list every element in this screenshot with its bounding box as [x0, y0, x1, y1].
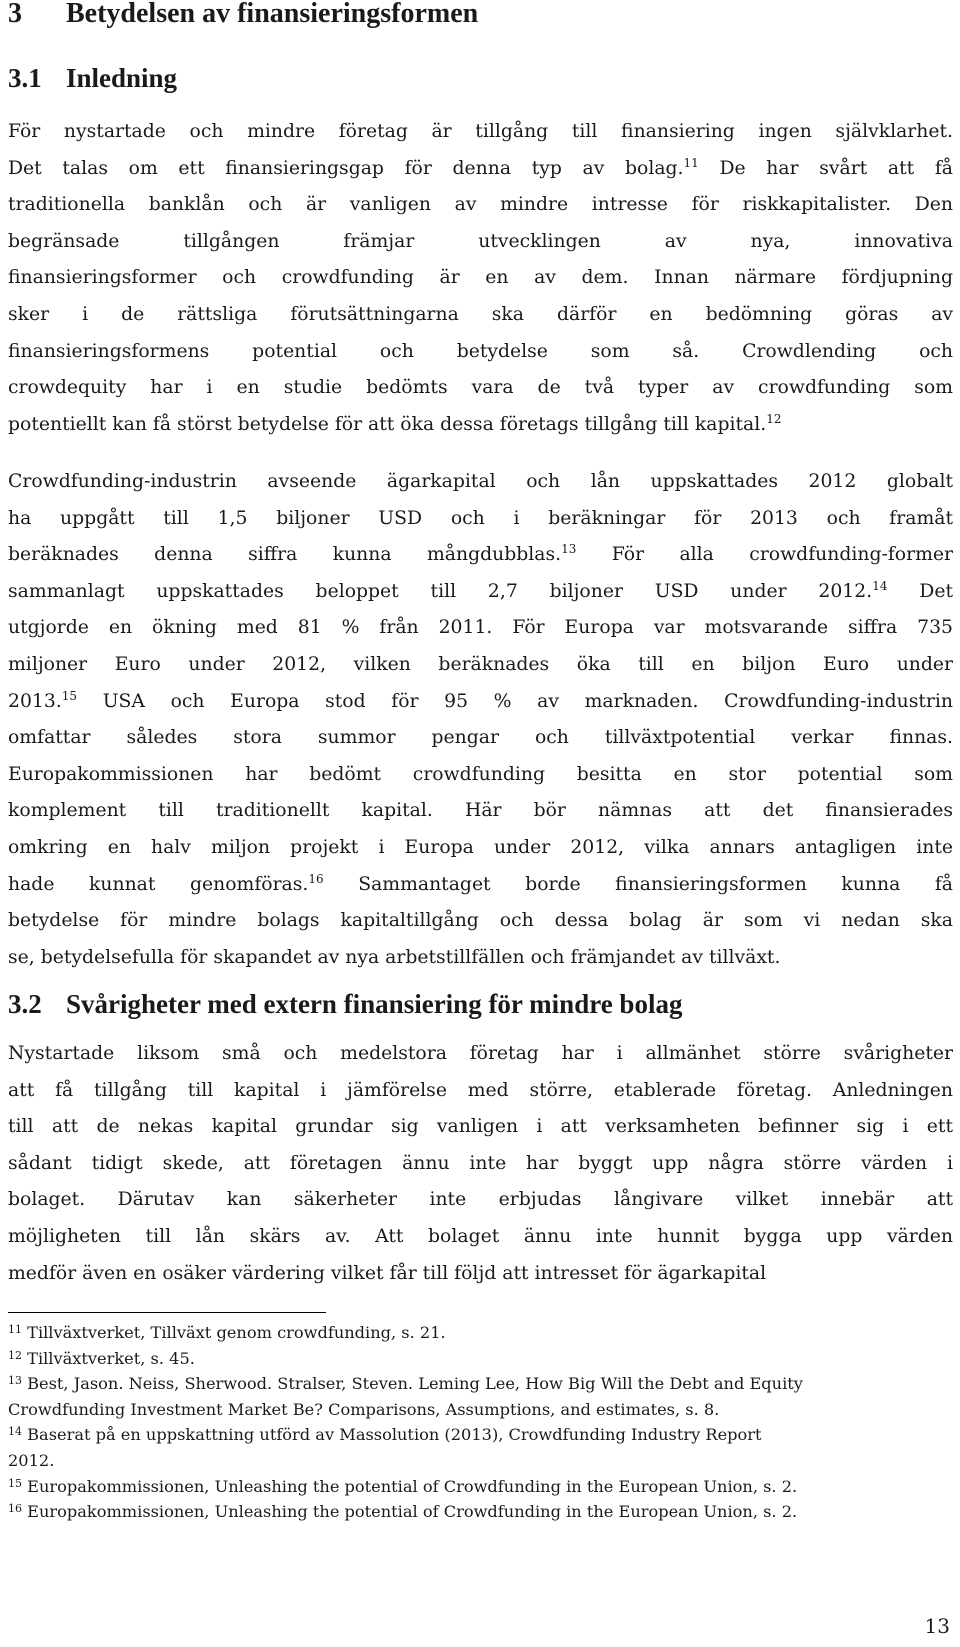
text-line — [8, 407, 953, 444]
text-segment: De har svårt att få — [698, 157, 953, 179]
footnote-reference[interactable]: 12 — [766, 411, 782, 426]
footnote-separator — [8, 1312, 326, 1313]
section-heading-intro — [8, 58, 177, 98]
paragraph-difficulties — [8, 1036, 953, 1292]
footnote-text: Europakommissionen, Unleashing the potential of Crowdfunding in the European Union, s. 2. — [22, 1502, 798, 1522]
text-line: begränsade tillgången främjar utvecklingen av nya, innovativa — [8, 230, 953, 252]
footnote-line — [8, 1448, 953, 1474]
text-line: utgjorde en ökning med 81 % från 2011. För Europa var motsvarande siffra 735 — [8, 617, 953, 639]
text-line: ha uppgått till 1,5 biljoner USD och i beräkningar för 2013 och framåt — [8, 507, 953, 529]
text-line: Nystartade liksom små och medelstora företag har i allmänhet större svårigheter — [8, 1043, 953, 1064]
text-line — [8, 151, 953, 188]
footnote-reference[interactable]: 11 — [683, 155, 699, 170]
section-title: Inledning — [66, 63, 178, 93]
text-line: medför även en osäker värdering vilket får till följd att intresset för ägarkapital — [8, 1262, 767, 1284]
footnote-text: Baserat på en uppskattning utförd av Massolution (2013), Crowdfunding Industry Report — [22, 1425, 762, 1445]
text-segment: beräknades denna siffra kunna mångdubblas. — [8, 544, 562, 566]
footnote-number: 15 — [8, 1476, 22, 1490]
footnote-number: 12 — [8, 1348, 22, 1362]
section-number: 3.2 — [8, 989, 42, 1019]
section-title: Svårigheter med extern finansiering för mindre bolag — [66, 989, 683, 1019]
text-segment: hade kunnat genomföras. — [8, 873, 309, 895]
text-line: komplement till traditionellt kapital. Här bör nämnas att det finansierades — [8, 800, 953, 822]
text-line — [8, 537, 953, 574]
text-segment: Det — [887, 580, 953, 602]
text-segment: 2013. — [8, 690, 62, 712]
text-line — [8, 574, 953, 611]
text-line: bolaget. Därutav kan säkerheter inte erbjudas långivare vilket innebär att — [8, 1189, 953, 1211]
footnote-reference[interactable]: 15 — [61, 688, 78, 703]
text-line: möjligheten till lån skärs av. Att bolaget ännu inte hunnit bygga upp värden — [8, 1225, 953, 1247]
footnote-line — [8, 1499, 953, 1525]
text-line: miljoner Euro under 2012, vilken beräknades öka till en biljon Euro under — [8, 653, 953, 675]
footnote-number: 16 — [8, 1502, 22, 1516]
footnote-reference[interactable]: 13 — [561, 542, 577, 557]
text-line: finansieringsformens potential och betydelse som så. Crowdlending och — [8, 340, 953, 362]
text-line: omkring en halv miljon projekt i Europa under 2012, vilka annars antagligen inte — [8, 836, 953, 858]
footnote-text: Best, Jason. Neiss, Sherwood. Stralser, Steven. Leming Lee, How Big Will the Debt and Equity — [22, 1374, 803, 1394]
text-line: omfattar således stora summor pengar och tillväxtpotential verkar finnas. — [8, 727, 953, 749]
footnotes — [8, 1320, 953, 1525]
text-line: till att de nekas kapital grundar sig vanligen i att verksamheten befinner sig i ett — [8, 1116, 953, 1138]
footnote-text: Europakommissionen, Unleashing the potential of Crowdfunding in the European Union, s. 2. — [22, 1476, 798, 1496]
footnote-line — [8, 1320, 953, 1346]
page-number: 13 — [924, 1614, 950, 1638]
section-number: 3.1 — [8, 63, 42, 93]
footnote-number: 13 — [8, 1374, 22, 1388]
text-line: att få tillgång till kapital i jämförelse med större, etablerade företag. Anledningen — [8, 1079, 953, 1101]
footnote-line — [8, 1422, 953, 1448]
text-line: sker i de rättsliga förutsättningarna ska därför en bedömning göras av — [8, 303, 953, 325]
footnote-number: 11 — [8, 1323, 22, 1336]
footnote-line — [8, 1371, 953, 1397]
section-heading-difficulties — [8, 984, 682, 1024]
text-line: Crowdfunding-industrin avseende ägarkapital och lån uppskattades 2012 globalt — [8, 471, 953, 492]
text-line: betydelse för mindre bolags kapitaltillgång och dessa bolag är som vi nedan ska — [8, 910, 953, 932]
footnote-reference[interactable]: 14 — [872, 578, 888, 593]
text-segment: För alla crowdfunding-former — [576, 544, 953, 566]
text-line: För nystartade och mindre företag är tillgång till finansiering ingen självklarhet. — [8, 121, 953, 142]
text-line: crowdequity har i en studie bedömts vara de två typer av crowdfunding som — [8, 377, 953, 399]
text-segment: sammanlagt uppskattades beloppet till 2,7 biljoner USD under 2012. — [8, 580, 873, 602]
text-line — [8, 867, 953, 904]
chapter-heading — [8, 0, 478, 34]
text-line: sådant tidigt skede, att företagen ännu inte har byggt upp några större värden i — [8, 1152, 953, 1174]
text-line: Europakommissionen har bedömt crowdfunding besitta en stor potential som — [8, 763, 953, 785]
text-line — [8, 684, 953, 721]
text-line: se, betydelsefulla för skapandet av nya arbetstillfällen och främjandet av tillväxt. — [8, 946, 781, 968]
footnote-line — [8, 1346, 953, 1372]
text-segment: Det talas om ett finansieringsgap för denna typ av bolag. — [8, 157, 684, 179]
paragraph-intro — [8, 114, 953, 443]
footnote-line — [8, 1474, 953, 1500]
text-line: finansieringsformer och crowdfunding är en av dem. Innan närmare fördjupning — [8, 267, 953, 289]
text-segment: potentiellt kan få störst betydelse för att öka dessa företags tillgång till kapital. — [8, 413, 767, 435]
chapter-title: Betydelsen av finansieringsformen — [66, 0, 479, 29]
footnote-text: Tillväxtverket, s. 45. — [22, 1348, 195, 1368]
chapter-number: 3 — [8, 0, 22, 29]
footnote-text: 2012. — [8, 1450, 55, 1470]
footnote-number: 14 — [8, 1425, 22, 1439]
text-segment: Sammantaget borde finansieringsformen kunna få — [323, 873, 953, 895]
footnote-line — [8, 1397, 953, 1423]
footnote-text: Tillväxtverket, Tillväxt genom crowdfunding, s. 21. — [22, 1323, 446, 1342]
footnote-text: Crowdfunding Investment Market Be? Comparisons, Assumptions, and estimates, s. 8. — [8, 1399, 720, 1419]
paragraph-market-size — [8, 464, 953, 976]
footnote-reference[interactable]: 16 — [308, 871, 324, 886]
text-line: traditionella banklån och är vanligen av mindre intresse för riskkapitalister. Den — [8, 194, 953, 216]
text-segment: USA och Europa stod för 95 % av marknaden. Crowdfunding-industrin — [77, 690, 953, 712]
